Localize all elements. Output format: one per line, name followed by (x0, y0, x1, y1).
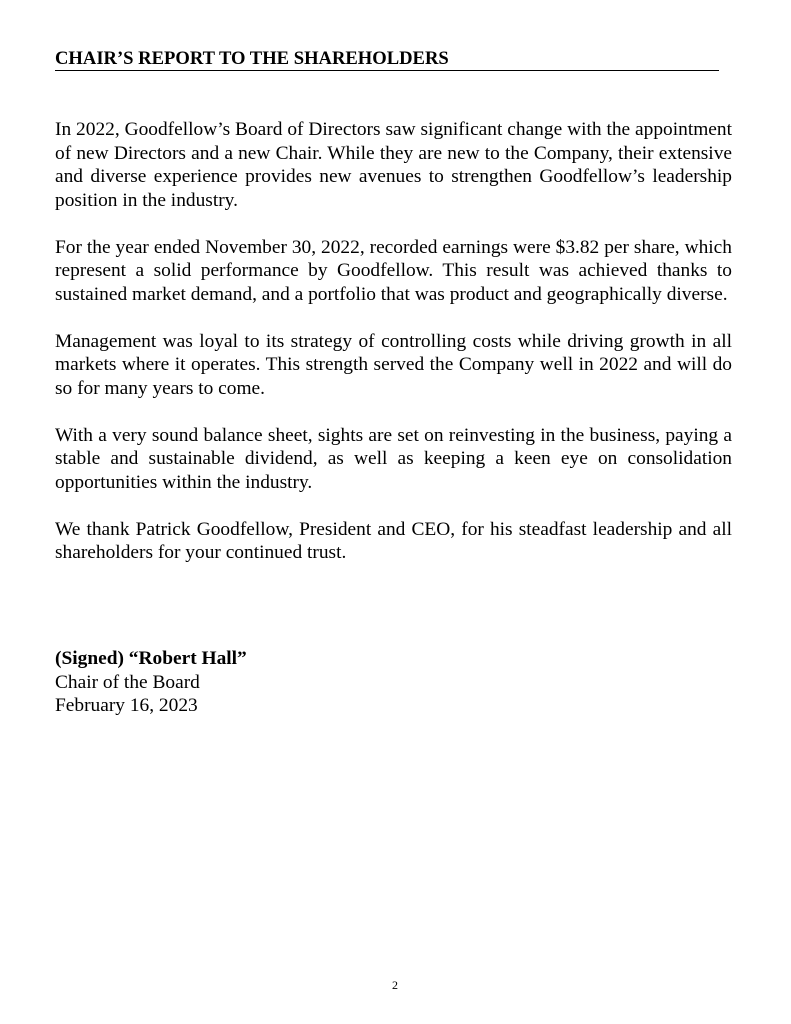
signed-line: (Signed) “Robert Hall” (55, 648, 247, 669)
paragraph-management: Management was loyal to its strategy of controlling costs while driving growth in all markets where it operates. This strength served the Company well in 2022 and will do so for many years to come. (55, 330, 732, 399)
signature-date: February 16, 2023 (55, 695, 198, 716)
paragraph-thanks: We thank Patrick Goodfellow, President and CEO, for his steadfast leadership and all shareholders for your continued trust. (55, 518, 732, 563)
page-title: CHAIR’S REPORT TO THE SHAREHOLDERS (55, 48, 719, 71)
signature-block (55, 647, 455, 718)
report-body (55, 118, 732, 588)
paragraph-earnings: For the year ended November 30, 2022, recorded earnings were $3.82 per share, which represent a solid performance by Goodfellow. This result was achieved thanks to sustained market demand, and a portfolio that was product and geographically diverse. (55, 236, 732, 305)
signer-position: Chair of the Board (55, 671, 200, 693)
page-number: 2 (392, 978, 398, 992)
paragraph-balance-sheet: With a very sound balance sheet, sights are set on reinvesting in the business, paying a stable and sustainable dividend, as well as keeping a keen eye on consolidation opportunities within the industry. (55, 424, 732, 493)
paragraph-board-change: In 2022, Goodfellow’s Board of Directors saw significant change with the appointment of new Directors and a new Chair. While they are new to the Company, their extensive and diverse experience provides new avenues to strengthen Goodfellow’s leadership position in the industry. (55, 119, 732, 211)
